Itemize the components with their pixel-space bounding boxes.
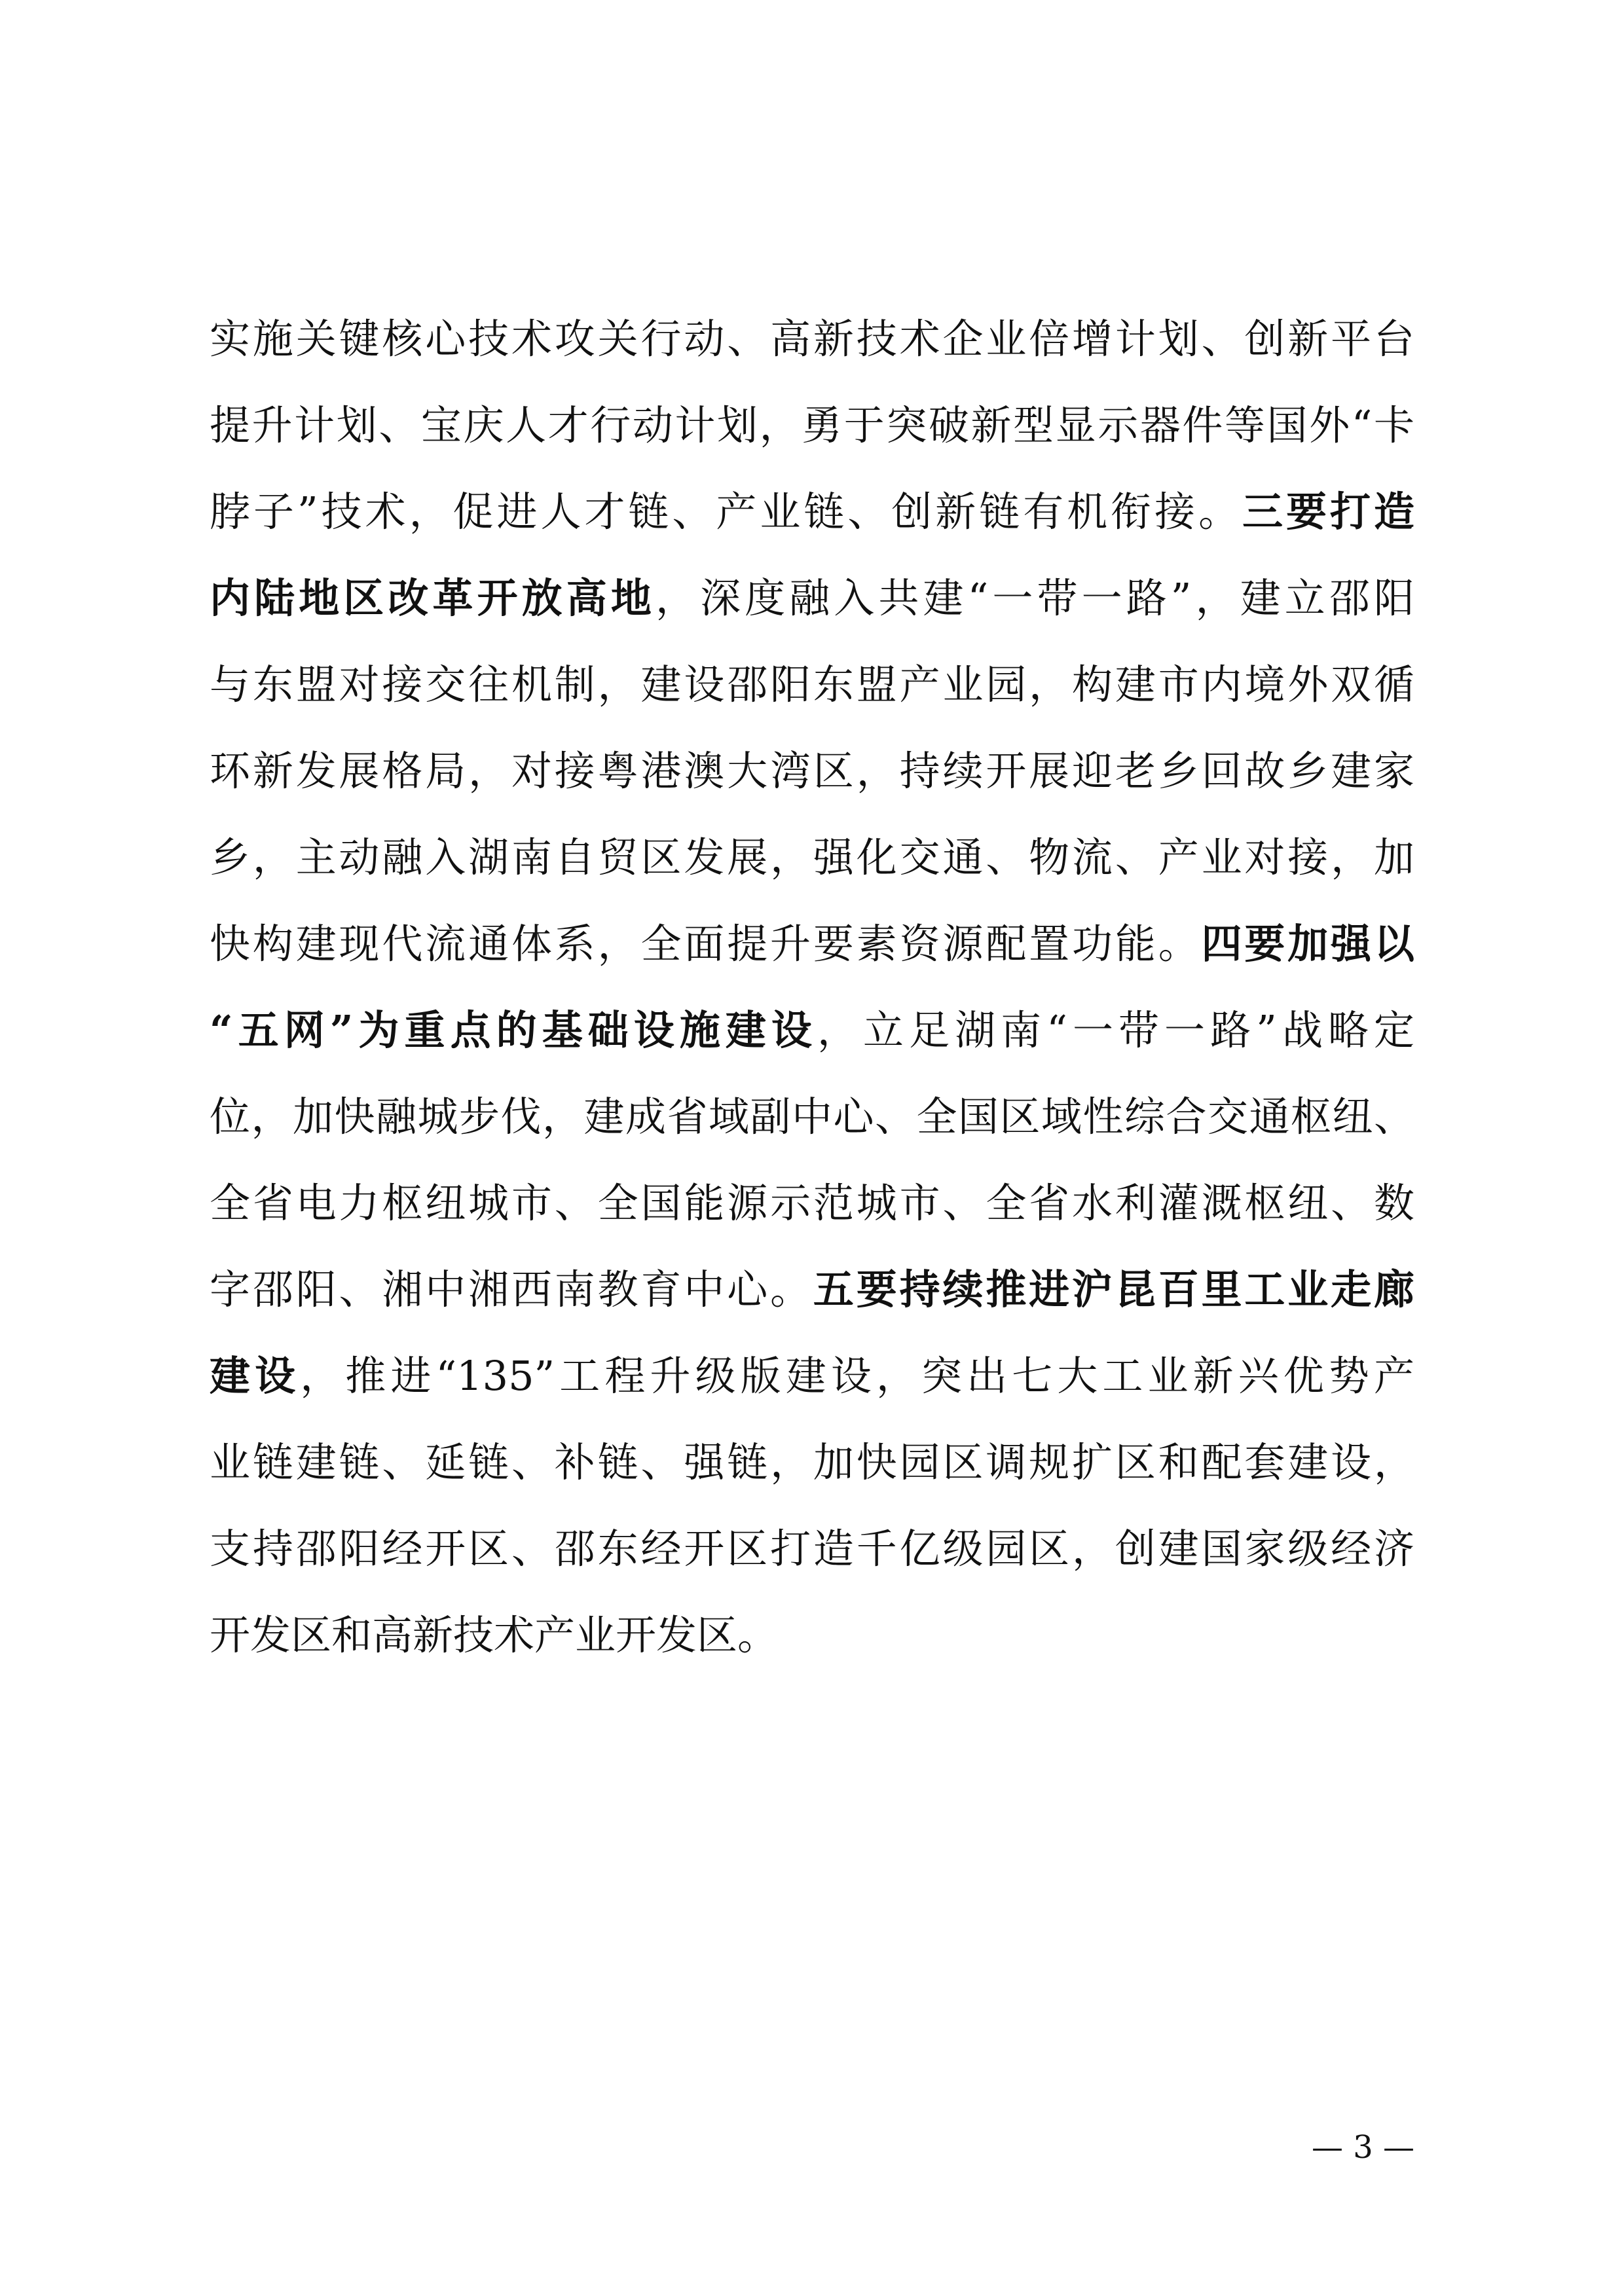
body-line-6 bbox=[210, 728, 1414, 814]
body-line-12 bbox=[210, 1247, 1414, 1333]
body-text: 实施关键核心技术攻关行动、高新技术企业倍增计划、创新平台 bbox=[210, 315, 1414, 363]
body-text: 字邵阳、湘中湘西南教育中心。 bbox=[210, 1266, 813, 1313]
body-text: 乡，主动融入湖南自贸区发展，强化交通、物流、产业对接，加 bbox=[210, 833, 1414, 881]
bold-heading-text: 三要打造 bbox=[1242, 488, 1414, 536]
body-line-1 bbox=[210, 296, 1414, 382]
document-body bbox=[210, 296, 1414, 1679]
body-line-10 bbox=[210, 1074, 1414, 1160]
body-text: 支持邵阳经开区、邵东经开区打造千亿级园区，创建国家级经济 bbox=[210, 1525, 1414, 1573]
body-line-9 bbox=[210, 987, 1414, 1074]
body-text: ，深度融入共建“一带一路”，建立邵阳 bbox=[655, 574, 1414, 622]
body-line-15 bbox=[210, 1506, 1414, 1592]
body-text: 开发区和高新技术产业开发区。 bbox=[210, 1611, 779, 1659]
bold-heading-text: 建设 bbox=[210, 1352, 301, 1400]
body-text: 提升计划、宝庆人才行动计划，勇于突破新型显示器件等国外“卡 bbox=[210, 401, 1414, 449]
body-line-3 bbox=[210, 469, 1414, 555]
body-text: 脖子”技术，促进人才链、产业链、创新链有机衔接。 bbox=[210, 488, 1243, 536]
bold-heading-text: 内陆地区改革开放高地 bbox=[210, 574, 655, 622]
body-line-11 bbox=[210, 1160, 1414, 1247]
body-line-16 bbox=[210, 1592, 1414, 1679]
body-text: 位，加快融城步伐，建成省域副中心、全国区域性综合交通枢纽、 bbox=[210, 1093, 1414, 1140]
body-line-5 bbox=[210, 642, 1414, 728]
bold-heading-text: “五网”为重点的基础设施建设 bbox=[210, 1006, 817, 1054]
body-text: 业链建链、延链、补链、强链，加快园区调规扩区和配套建设， bbox=[210, 1438, 1414, 1486]
body-text: 环新发展格局，对接粤港澳大湾区，持续开展迎老乡回故乡建家 bbox=[210, 747, 1414, 795]
body-text: 全省电力枢纽城市、全国能源示范城市、全省水利灌溉枢纽、数 bbox=[210, 1179, 1414, 1227]
bold-heading-text: 五要持续推进沪昆百里工业走廊 bbox=[813, 1266, 1414, 1313]
page-number: — 3 — bbox=[1311, 2129, 1414, 2166]
body-line-7 bbox=[210, 814, 1414, 901]
body-line-8 bbox=[210, 901, 1414, 987]
body-line-14 bbox=[210, 1419, 1414, 1506]
bold-heading-text: 四要加强以 bbox=[1201, 920, 1414, 968]
body-line-13 bbox=[210, 1333, 1414, 1419]
body-line-2 bbox=[210, 382, 1414, 469]
body-line-4 bbox=[210, 555, 1414, 642]
body-text: ，推进“135”工程升级版建设，突出七大工业新兴优势产 bbox=[300, 1352, 1414, 1400]
body-text: 与东盟对接交往机制，建设邵阳东盟产业园，构建市内境外双循 bbox=[210, 661, 1414, 708]
body-text: ，立足湖南“一带一路”战略定 bbox=[817, 1006, 1414, 1054]
body-text: 快构建现代流通体系，全面提升要素资源配置功能。 bbox=[210, 920, 1202, 968]
